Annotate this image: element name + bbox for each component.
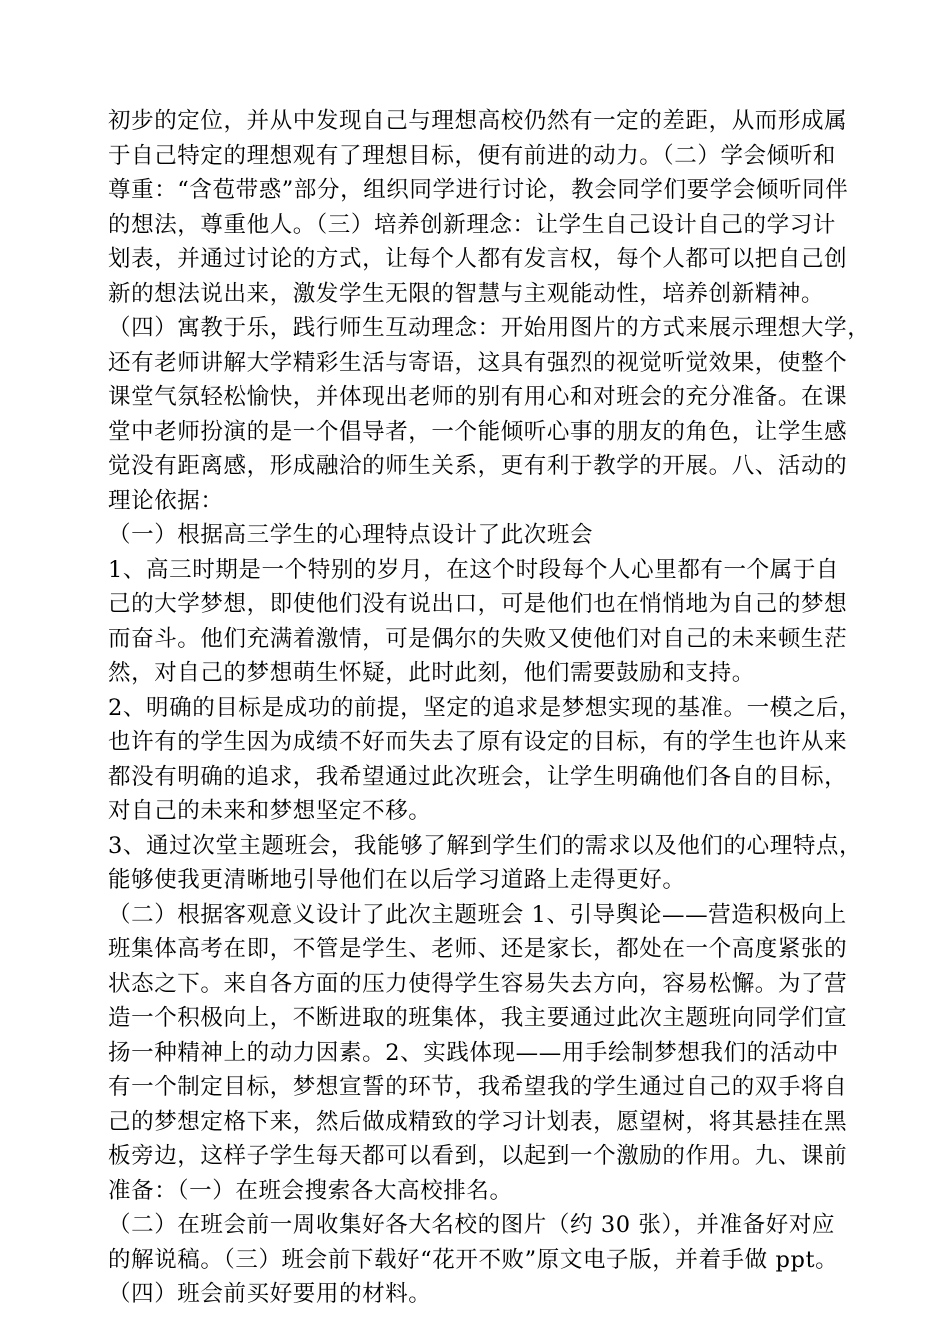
text-line: 2、明确的目标是成功的前提，坚定的追求是梦想实现的基准。一模之后， bbox=[108, 694, 863, 721]
text-line: 3、通过次堂主题班会，我能够了解到学生们的需求以及他们的心理特点， bbox=[108, 832, 863, 859]
text-line: 的解说稿。（三）班会前下载好“花开不败”原文电子版，并着手做 ppt。 bbox=[108, 1246, 839, 1273]
text-line: 于自己特定的理想观有了理想目标，便有前进的动力。（二）学会倾听和 bbox=[108, 142, 836, 169]
text-line: 己的梦想定格下来，然后做成精致的学习计划表，愿望树，将其悬挂在黑 bbox=[108, 1108, 848, 1135]
text-line: 板旁边，这样子学生每天都可以看到，以起到一个激励的作用。九、课前 bbox=[108, 1143, 848, 1169]
text-line: 划表，并通过讨论的方式，让每个人都有发言权，每个人都可以把自己创 bbox=[108, 246, 848, 272]
text-line: 也许有的学生因为成绩不好而失去了原有设定的目标，有的学生也许从来 bbox=[108, 729, 848, 755]
text-line: 而奋斗。他们充满着激情，可是偶尔的失败又使他们对自己的未来顿生茫 bbox=[108, 625, 848, 652]
text-line: 造一个积极向上，不断进取的班集体，我主要通过此次主题班向同学们宣 bbox=[108, 1005, 848, 1031]
text-line: 然，对自己的梦想萌生怀疑，此时此刻，他们需要鼓励和支持。 bbox=[108, 660, 755, 686]
text-line: 都没有明确的追求，我希望通过此次班会，让学生明确他们各自的目标， bbox=[108, 763, 848, 790]
text-line: 己的大学梦想，即使他们没有说出口，可是他们也在悄悄地为自己的梦想 bbox=[108, 591, 848, 617]
section-heading-line: 理论依据： bbox=[108, 487, 224, 514]
text-line: （二）在班会前一周收集好各大名校的图片（约 30 张），并准备好对应 bbox=[108, 1212, 836, 1238]
text-line: 对自己的未来和梦想坚定不移。 bbox=[108, 798, 432, 824]
text-line: 初步的定位，并从中发现自己与理想高校仍然有一定的差距，从而形成属 bbox=[108, 108, 848, 134]
text-line: 还有老师讲解大学精彩生活与寄语，这具有强烈的视觉听觉效果，使整个 bbox=[108, 349, 848, 376]
text-line: 课堂气氛轻松愉快，并体现出老师的别有用心和对班会的充分准备。在课 bbox=[108, 384, 848, 410]
document-page bbox=[108, 104, 871, 1312]
text-line: 觉没有距离感，形成融洽的师生关系，更有利于教学的开展。八、活动的 bbox=[108, 453, 848, 479]
text-line: 有一个制定目标，梦想宣誓的环节，我希望我的学生通过自己的双手将自 bbox=[108, 1074, 848, 1100]
subsection-heading: （二）根据客观意义设计了此次主题班会 1、引导舆论——营造积极向上 bbox=[108, 901, 847, 928]
text-line: 状态之下。来自各方面的压力使得学生容易失去方向，容易松懈。为了营 bbox=[108, 970, 848, 997]
text-line: （四）班会前买好要用的材料。 bbox=[108, 1281, 432, 1307]
text-line: （四）寓教于乐，践行师生互动理念：开始用图片的方式来展示理想大学， bbox=[108, 315, 871, 341]
text-line: 班集体高考在即，不管是学生、老师、还是家长，都处在一个高度紧张的 bbox=[108, 936, 848, 962]
text-line: 新的想法说出来，激发学生无限的智慧与主观能动性，培养创新精神。 bbox=[108, 280, 825, 307]
text-line: 尊重：“含苞带惑”部分，组织同学进行讨论，教会同学们要学会倾听同伴 bbox=[108, 177, 849, 203]
text-line: 堂中老师扮演的是一个倡导者，一个能倾听心事的朋友的角色，让学生感 bbox=[108, 418, 848, 445]
text-line: 扬一种精神上的动力因素。2、实践体现——用手绘制梦想我们的活动中 bbox=[108, 1039, 840, 1066]
text-line: 准备：（一）在班会搜索各大高校排名。 bbox=[108, 1177, 513, 1204]
subsection-heading: （一）根据高三学生的心理特点设计了此次班会 bbox=[108, 522, 594, 548]
text-line: 1、高三时期是一个特别的岁月，在这个时段每个人心里都有一个属于自 bbox=[108, 556, 840, 583]
text-line: 能够使我更清晰地引导他们在以后学习道路上走得更好。 bbox=[108, 867, 686, 893]
text-line: 的想法，尊重他人。（三）培养创新理念：让学生自己设计自己的学习计 bbox=[108, 211, 836, 238]
